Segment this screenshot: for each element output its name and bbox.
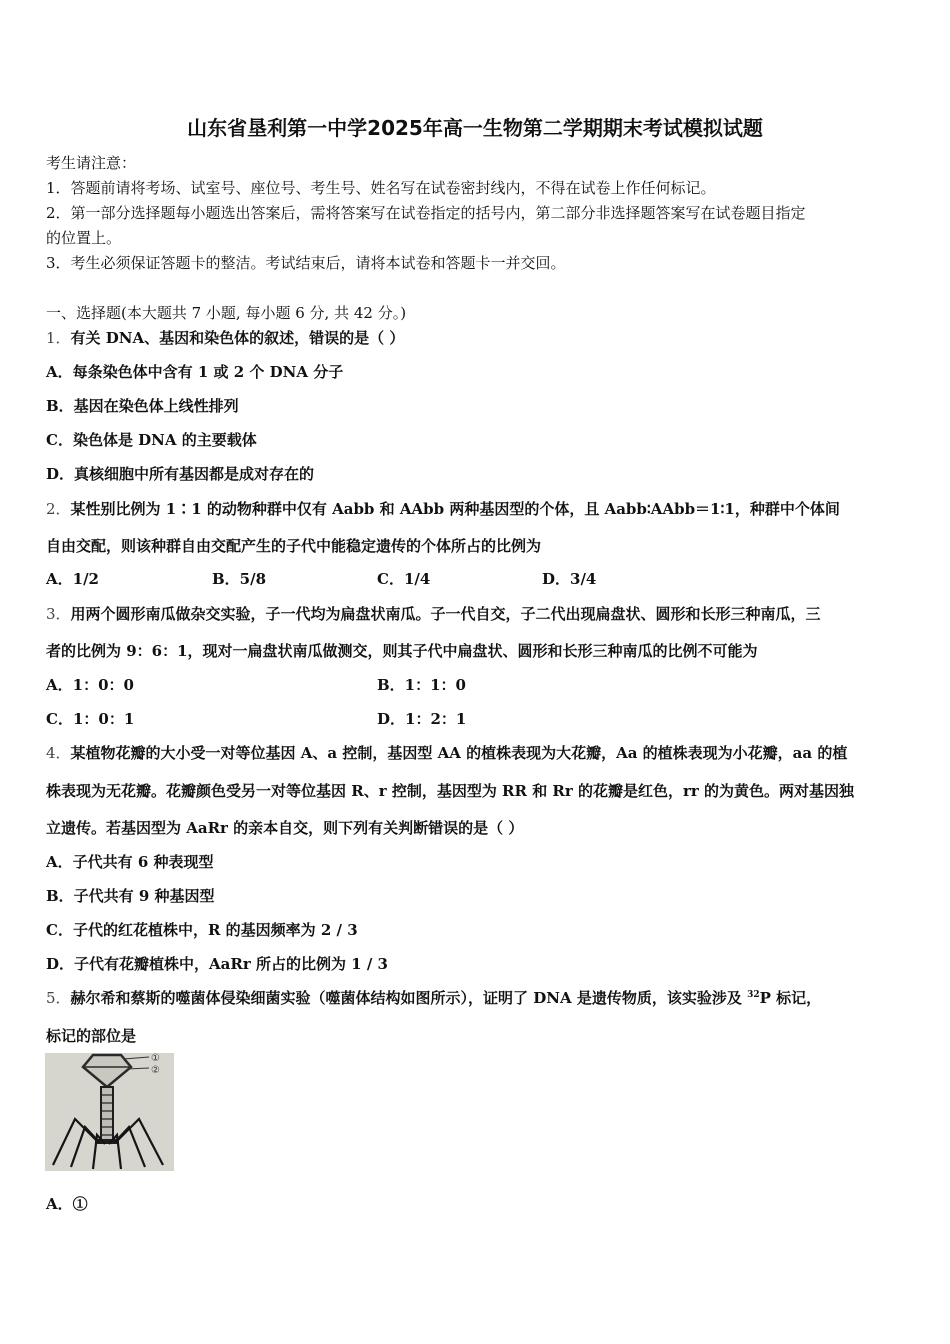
q2-option-d: D．3/4 — [542, 570, 597, 588]
question-3 — [46, 603, 821, 624]
question-5-stem-line1b: P 标记， — [759, 989, 822, 1007]
question-4-number: 4． — [46, 744, 71, 762]
question-5-stem-line1a: 赫尔希和蔡斯的噬菌体侵染细菌实验（噬菌体结构如图所示），证明了 DNA 是遗传物质，该实验涉及 — [70, 989, 748, 1007]
q3-option-b: B．1：1：0 — [377, 676, 466, 694]
page-title: 山东省垦利第一中学2025年高一生物第二学期期末考试模拟试题 — [187, 116, 763, 140]
question-2 — [46, 498, 840, 519]
question-5-stem-line2: 标记的部位是 — [46, 1027, 137, 1045]
question-5-number: 5． — [46, 989, 71, 1007]
question-4-stem-line2: 株表现为无花瓣。花瓣颜色受另一对等位基因 R、r 控制，基因型为 RR 和 Rr 的花瓣是红色，rr 的为黄色。两对基因独 — [46, 782, 855, 800]
notice-item-1: 1．答题前请将考场、试室号、座位号、考生号、姓名写在试卷密封线内，不得在试卷上作任何标记。 — [46, 179, 716, 197]
question-3-stem-line2: 者的比例为 9：6：1，现对一扁盘状南瓜做测交，则其子代中扁盘状、圆形和长形三种南瓜的比例不可能为 — [46, 642, 758, 660]
notice-heading: 考生请注意： — [46, 154, 137, 172]
question-4 — [46, 742, 847, 763]
q4-option-c: C．子代的红花植株中，R 的基因频率为 2 / 3 — [46, 921, 358, 939]
label-1: ① — [151, 1053, 160, 1064]
question-1-stem: 有关 DNA、基因和染色体的叙述，错误的是（ ） — [70, 329, 405, 347]
q1-option-c: C．染色体是 DNA 的主要载体 — [46, 431, 257, 449]
question-5 — [46, 987, 821, 1008]
q2-option-a: A．1/2 — [46, 570, 99, 588]
q3-option-c: C．1：0：1 — [46, 710, 135, 728]
question-1 — [46, 327, 404, 348]
q1-option-d: D．真核细胞中所有基因都是成对存在的 — [46, 465, 315, 483]
q3-option-a: A．1：0：0 — [46, 676, 134, 694]
notice-item-2: 2．第一部分选择题每小题选出答案后，需将答案写在试卷指定的括号内，第二部分非选择题答案写在试卷题目指定 — [46, 204, 806, 222]
question-3-number: 3． — [46, 605, 71, 623]
q4-option-a: A．子代共有 6 种表现型 — [46, 853, 214, 871]
notice-item-3: 3．考生必须保证答题卡的整洁。考试结束后，请将本试卷和答题卡一并交回。 — [46, 254, 566, 272]
q1-option-a: A．每条染色体中含有 1 或 2 个 DNA 分子 — [46, 363, 344, 381]
label-2: ② — [151, 1065, 160, 1076]
q2-option-c: C．1/4 — [377, 570, 431, 588]
phage-figure — [45, 1053, 174, 1171]
question-3-stem-line1: 用两个圆形南瓜做杂交实验，子一代均为扁盘状南瓜。子一代自交，子二代出现扁盘状、圆形和长形三种南瓜，三 — [70, 605, 821, 623]
question-4-stem-line1: 某植物花瓣的大小受一对等位基因 A、a 控制，基因型 AA 的植株表现为大花瓣，Aa 的植株表现为小花瓣，aa 的植 — [70, 744, 848, 762]
question-4-stem-line3: 立遗传。若基因型为 AaRr 的亲本自交，则下列有关判断错误的是（ ） — [46, 819, 524, 837]
q3-option-d: D．1：2：1 — [377, 710, 467, 728]
phage-diagram — [45, 1053, 174, 1171]
question-1-number: 1． — [46, 329, 71, 347]
question-2-stem-line1: 某性别比例为 1∶1 的动物种群中仅有 Aabb 和 AAbb 两种基因型的个体，且 Aabb∶AAbb＝1∶1，种群中个体间 — [70, 500, 840, 518]
q4-option-d: D．子代有花瓣植株中，AaRr 所占的比例为 1 / 3 — [46, 955, 388, 973]
section-heading: 一、选择题(本大题共 7 小题, 每小题 6 分, 共 42 分。) — [46, 304, 407, 322]
q5-option-a: A．① — [46, 1195, 88, 1213]
question-2-stem-line2: 自由交配，则该种群自由交配产生的子代中能稳定遗传的个体所占的比例为 — [46, 537, 542, 555]
q2-option-b: B．5/8 — [212, 570, 267, 588]
isotope-superscript: 32 — [747, 990, 760, 1000]
q4-option-b: B．子代共有 9 种基因型 — [46, 887, 215, 905]
notice-item-2-cont: 的位置上。 — [46, 229, 122, 247]
question-2-number: 2． — [46, 500, 71, 518]
q1-option-b: B．基因在染色体上线性排列 — [46, 397, 239, 415]
